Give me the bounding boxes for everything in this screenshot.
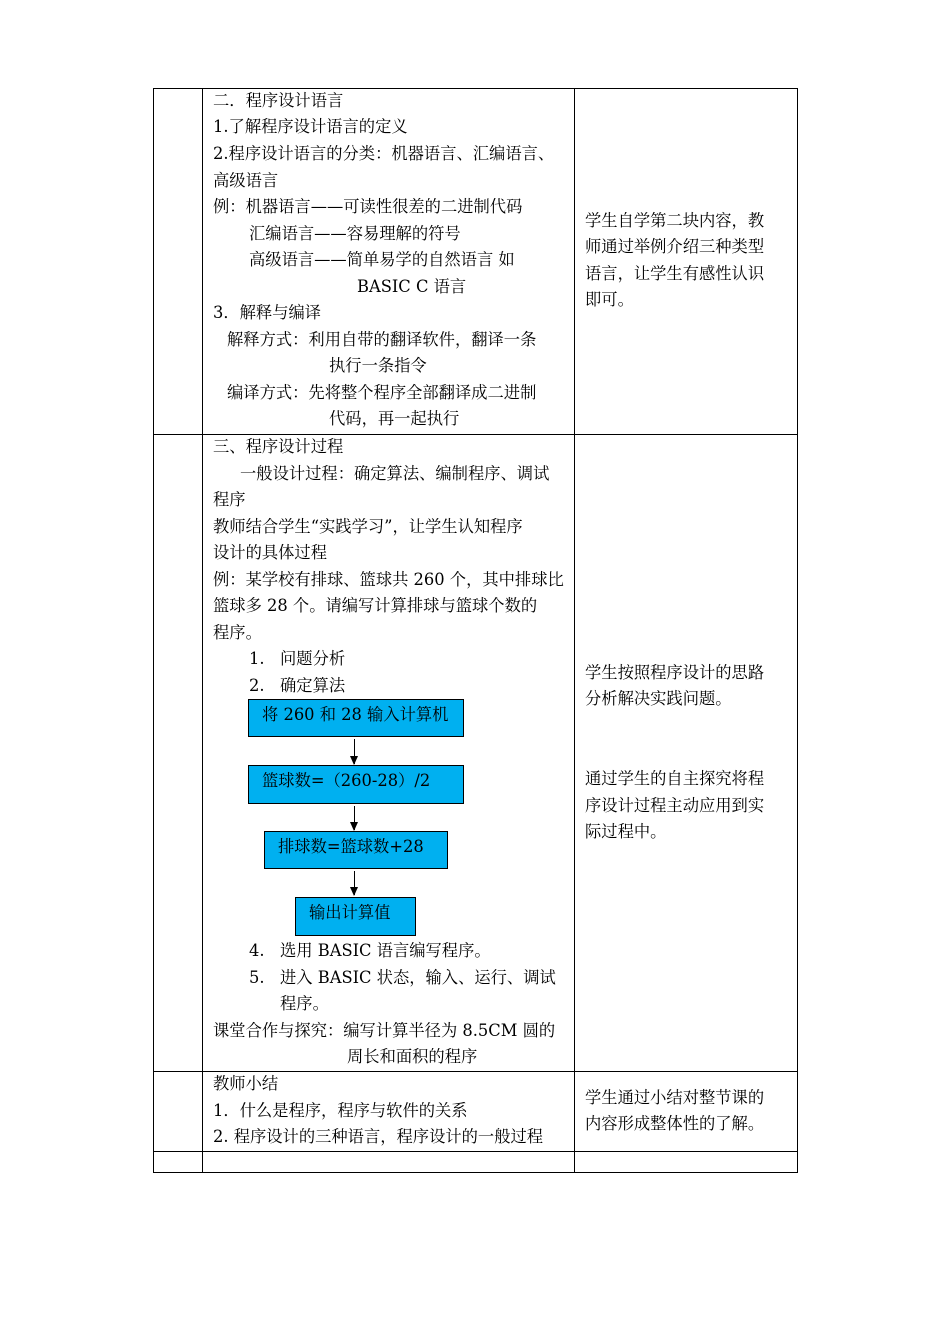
text-line: 篮球多 28 个。请编写计算排球与篮球个数的	[213, 596, 538, 615]
border-bottom	[153, 1172, 798, 1173]
border-right	[797, 88, 798, 1173]
step-text-cont: 程序。	[280, 994, 329, 1013]
step-text: 问题分析	[280, 649, 346, 668]
text-line: 高级语言——简单易学的自然语言 如	[249, 250, 515, 269]
note-line: 序设计过程主动应用到实	[585, 796, 765, 815]
note-line: 内容形成整体性的了解。	[585, 1114, 765, 1133]
note-line: 际过程中。	[585, 822, 667, 841]
text-line: 编译方式：先将整个程序全部翻译成二进制	[227, 383, 537, 402]
text-line: 2.程序设计语言的分类：机器语言、汇编语言、	[213, 144, 555, 163]
note-line: 学生按照程序设计的思路	[585, 663, 765, 682]
flow-step-basketball: 篮球数=（260-28）/2	[248, 765, 464, 804]
text-line: 教师结合学生“实践学习”，让学生认知程序	[213, 517, 523, 536]
section-heading: 三、程序设计过程	[213, 437, 344, 456]
flow-step-volleyball: 排球数=篮球数+28	[264, 831, 448, 869]
text-line: BASIC C 语言	[357, 277, 467, 296]
text-line: 一般设计过程：确定算法、编制程序、调试	[240, 464, 550, 483]
text-line: 代码，再一起执行	[329, 409, 460, 428]
text-line: 例：某学校有排球、篮球共 260 个，其中排球比	[213, 570, 564, 589]
step-text: 进入 BASIC 状态，输入、运行、调试	[280, 968, 556, 987]
note-line: 师通过举例介绍三种类型	[585, 237, 765, 256]
step-number: 5.	[249, 968, 265, 987]
text-line: 程序	[213, 490, 246, 509]
note-line: 通过学生的自主探究将程	[585, 769, 765, 788]
step-number: 2.	[249, 676, 265, 695]
text-line: 汇编语言——容易理解的符号	[249, 224, 461, 243]
step-number: 4.	[249, 941, 265, 960]
border-left	[153, 88, 154, 1173]
text-line: 设计的具体过程	[213, 543, 327, 562]
flow-arrow	[354, 739, 355, 764]
text-line: 例：机器语言——可读性很差的二进制代码	[213, 197, 523, 216]
text-line: 解释方式：利用自带的翻译软件，翻译一条	[227, 330, 537, 349]
note-line: 分析解决实践问题。	[585, 689, 732, 708]
note-line: 学生通过小结对整节课的	[585, 1088, 765, 1107]
note-line: 即可。	[585, 290, 634, 309]
row-divider-3	[153, 1151, 798, 1152]
text-line: 1.了解程序设计语言的定义	[213, 117, 408, 136]
text-line: 高级语言	[213, 171, 279, 190]
col-divider-1	[202, 88, 203, 1173]
text-line: 执行一条指令	[329, 356, 427, 375]
text-line: 2. 程序设计的三种语言，程序设计的一般过程	[213, 1127, 544, 1146]
flow-arrow	[354, 871, 355, 895]
note-line: 语言，让学生有感性认识	[585, 264, 765, 283]
flow-step-output: 输出计算值	[295, 897, 416, 936]
coop-task-cont: 周长和面积的程序	[347, 1047, 478, 1066]
col-divider-2	[574, 88, 575, 1173]
text-line: 程序。	[213, 623, 262, 642]
coop-task: 课堂合作与探究：编写计算半径为 8.5CM 圆的	[213, 1021, 556, 1040]
section-heading: 二．程序设计语言	[213, 91, 344, 110]
step-text: 确定算法	[280, 676, 346, 695]
text-line: 1．什么是程序，程序与软件的关系	[213, 1101, 468, 1120]
note-line: 学生自学第二块内容，教	[585, 211, 765, 230]
flow-step-input: 将 260 和 28 输入计算机	[248, 699, 464, 737]
section-heading: 教师小结	[213, 1074, 279, 1093]
step-number: 1.	[249, 649, 265, 668]
step-text: 选用 BASIC 语言编写程序。	[280, 941, 491, 960]
flow-arrow	[354, 806, 355, 830]
text-line: 3．解释与编译	[213, 303, 322, 322]
